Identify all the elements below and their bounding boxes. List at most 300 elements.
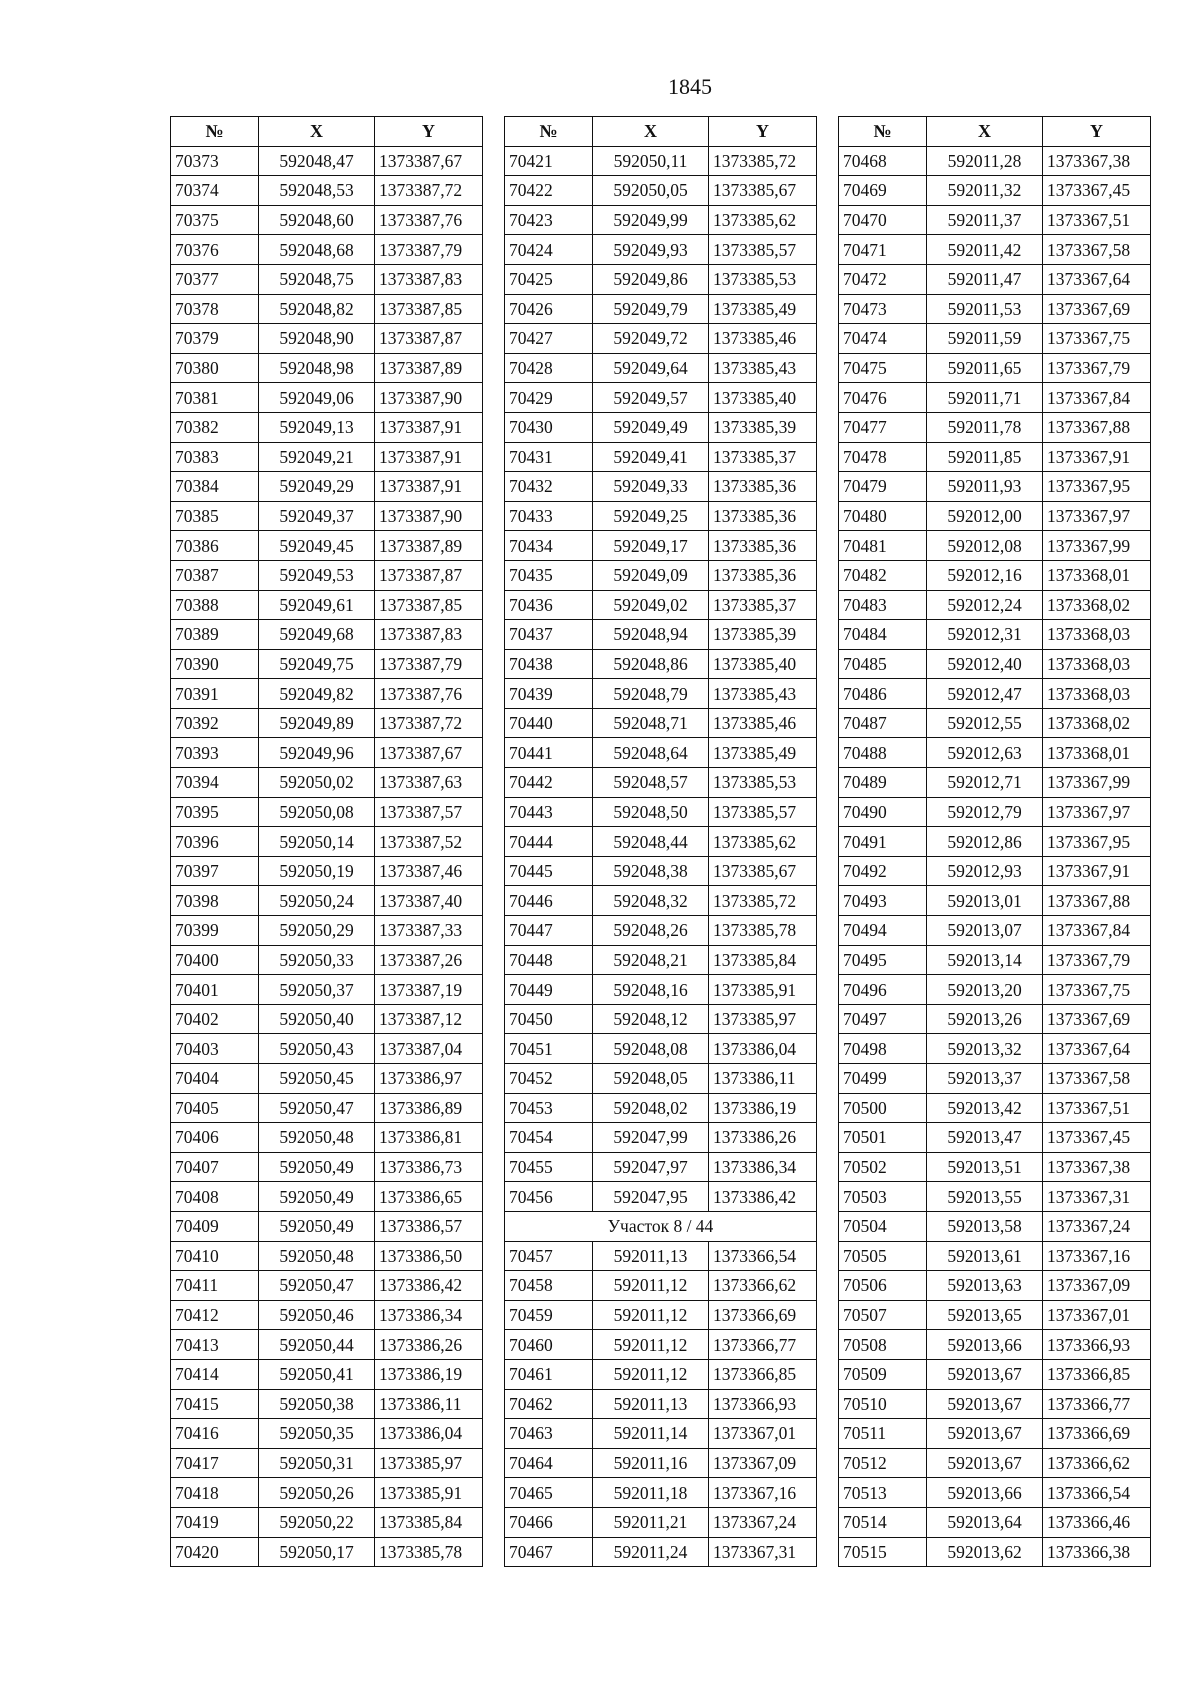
cell-y: 1373366,85	[709, 1359, 817, 1389]
cell-y: 1373366,69	[709, 1300, 817, 1330]
cell-y: 1373387,33	[375, 916, 483, 946]
table-row	[171, 1004, 483, 1034]
cell-number: 70380	[171, 353, 259, 383]
cell-number: 70475	[839, 353, 927, 383]
cell-y: 1373385,78	[709, 916, 817, 946]
cell-y: 1373368,03	[1043, 679, 1151, 709]
header-x: X	[927, 117, 1043, 147]
cell-number: 70375	[171, 205, 259, 235]
cell-x: 592050,49	[259, 1211, 375, 1241]
cell-y: 1373367,09	[709, 1448, 817, 1478]
cell-y: 1373366,93	[1043, 1330, 1151, 1360]
cell-y: 1373368,02	[1043, 590, 1151, 620]
cell-x: 592049,53	[259, 560, 375, 590]
cell-x: 592049,02	[593, 590, 709, 620]
cell-number: 70474	[839, 324, 927, 354]
cell-number: 70403	[171, 1034, 259, 1064]
cell-number: 70420	[171, 1537, 259, 1567]
cell-x: 592047,97	[593, 1152, 709, 1182]
page-number: 1845	[668, 74, 712, 99]
cell-x: 592011,37	[927, 205, 1043, 235]
table-row	[171, 1271, 483, 1301]
cell-x: 592050,49	[259, 1182, 375, 1212]
cell-x: 592011,32	[927, 176, 1043, 206]
table-row	[505, 1448, 817, 1478]
table-row	[505, 324, 817, 354]
cell-y: 1373367,69	[1043, 294, 1151, 324]
cell-number: 70465	[505, 1478, 593, 1508]
table-row	[839, 1211, 1151, 1241]
table-row	[505, 1241, 817, 1271]
cell-x: 592011,85	[927, 442, 1043, 472]
coordinates-table-3	[838, 116, 1151, 1567]
cell-y: 1373386,42	[375, 1271, 483, 1301]
table-row	[171, 856, 483, 886]
cell-y: 1373387,67	[375, 738, 483, 768]
table-row	[505, 1004, 817, 1034]
table-row	[171, 501, 483, 531]
cell-number: 70513	[839, 1478, 927, 1508]
table-row	[839, 945, 1151, 975]
table-row	[505, 768, 817, 798]
cell-x: 592048,32	[593, 886, 709, 916]
cell-y: 1373367,88	[1043, 886, 1151, 916]
table-row	[171, 1389, 483, 1419]
cell-number: 70386	[171, 531, 259, 561]
cell-number: 70503	[839, 1182, 927, 1212]
cell-number: 70433	[505, 501, 593, 531]
cell-x: 592050,14	[259, 827, 375, 857]
cell-x: 592049,13	[259, 412, 375, 442]
cell-y: 1373387,79	[375, 649, 483, 679]
cell-number: 70451	[505, 1034, 593, 1064]
cell-y: 1373385,46	[709, 324, 817, 354]
cell-number: 70471	[839, 235, 927, 265]
cell-x: 592012,24	[927, 590, 1043, 620]
cell-x: 592011,14	[593, 1419, 709, 1449]
cell-number: 70490	[839, 797, 927, 827]
cell-y: 1373366,46	[1043, 1507, 1151, 1537]
cell-number: 70440	[505, 708, 593, 738]
cell-y: 1373367,75	[1043, 324, 1151, 354]
cell-number: 70468	[839, 146, 927, 176]
cell-number: 70417	[171, 1448, 259, 1478]
table-row	[839, 1507, 1151, 1537]
cell-y: 1373385,57	[709, 235, 817, 265]
cell-x: 592050,08	[259, 797, 375, 827]
table-header-row	[839, 117, 1151, 147]
cell-y: 1373385,43	[709, 353, 817, 383]
cell-y: 1373386,97	[375, 1064, 483, 1094]
cell-number: 70505	[839, 1241, 927, 1271]
cell-x: 592049,61	[259, 590, 375, 620]
cell-y: 1373367,16	[709, 1478, 817, 1508]
table-row	[839, 1064, 1151, 1094]
cell-number: 70379	[171, 324, 259, 354]
table-row	[171, 1448, 483, 1478]
table-row	[505, 945, 817, 975]
table-row	[505, 797, 817, 827]
cell-number: 70430	[505, 412, 593, 442]
cell-number: 70478	[839, 442, 927, 472]
table-row	[171, 353, 483, 383]
cell-x: 592013,55	[927, 1182, 1043, 1212]
cell-number: 70488	[839, 738, 927, 768]
cell-number: 70511	[839, 1419, 927, 1449]
cell-x: 592050,11	[593, 146, 709, 176]
cell-x: 592050,37	[259, 975, 375, 1005]
table-row	[839, 1271, 1151, 1301]
cell-x: 592013,01	[927, 886, 1043, 916]
cell-y: 1373386,34	[375, 1300, 483, 1330]
cell-number: 70416	[171, 1419, 259, 1449]
table-row	[839, 975, 1151, 1005]
cell-number: 70418	[171, 1478, 259, 1508]
cell-x: 592013,42	[927, 1093, 1043, 1123]
table-row	[171, 1064, 483, 1094]
cell-number: 70414	[171, 1359, 259, 1389]
cell-y: 1373367,99	[1043, 531, 1151, 561]
table-row	[171, 1478, 483, 1508]
cell-number: 70480	[839, 501, 927, 531]
cell-y: 1373366,77	[709, 1330, 817, 1360]
cell-x: 592011,16	[593, 1448, 709, 1478]
cell-number: 70497	[839, 1004, 927, 1034]
cell-number: 70378	[171, 294, 259, 324]
table-row	[171, 412, 483, 442]
table-row	[505, 442, 817, 472]
cell-x: 592013,47	[927, 1123, 1043, 1153]
cell-x: 592013,63	[927, 1271, 1043, 1301]
cell-y: 1373367,97	[1043, 501, 1151, 531]
cell-y: 1373367,38	[1043, 1152, 1151, 1182]
cell-x: 592050,17	[259, 1537, 375, 1567]
cell-number: 70389	[171, 620, 259, 650]
cell-number: 70494	[839, 916, 927, 946]
cell-number: 70461	[505, 1359, 593, 1389]
cell-x: 592012,40	[927, 649, 1043, 679]
table-row	[171, 235, 483, 265]
cell-y: 1373385,46	[709, 708, 817, 738]
cell-x: 592048,21	[593, 945, 709, 975]
table-body	[839, 146, 1151, 1567]
table-row	[505, 620, 817, 650]
table-row	[505, 176, 817, 206]
cell-y: 1373386,65	[375, 1182, 483, 1212]
cell-number: 70407	[171, 1152, 259, 1182]
cell-y: 1373366,38	[1043, 1537, 1151, 1567]
cell-number: 70401	[171, 975, 259, 1005]
cell-number: 70394	[171, 768, 259, 798]
cell-y: 1373367,99	[1043, 768, 1151, 798]
cell-number: 70413	[171, 1330, 259, 1360]
cell-x: 592012,86	[927, 827, 1043, 857]
cell-x: 592050,24	[259, 886, 375, 916]
table-row	[171, 768, 483, 798]
cell-y: 1373367,79	[1043, 945, 1151, 975]
table-row	[839, 590, 1151, 620]
cell-number: 70424	[505, 235, 593, 265]
table-row	[171, 1152, 483, 1182]
cell-number: 70504	[839, 1211, 927, 1241]
cell-x: 592048,98	[259, 353, 375, 383]
cell-y: 1373387,89	[375, 531, 483, 561]
cell-number: 70400	[171, 945, 259, 975]
table-row	[839, 738, 1151, 768]
cell-x: 592049,96	[259, 738, 375, 768]
cell-number: 70467	[505, 1537, 593, 1567]
cell-x: 592011,71	[927, 383, 1043, 413]
cell-y: 1373367,24	[1043, 1211, 1151, 1241]
table-row	[505, 856, 817, 886]
cell-x: 592013,32	[927, 1034, 1043, 1064]
cell-number: 70489	[839, 768, 927, 798]
cell-x: 592012,47	[927, 679, 1043, 709]
cell-number: 70457	[505, 1241, 593, 1271]
header-x: X	[593, 117, 709, 147]
cell-number: 70487	[839, 708, 927, 738]
cell-y: 1373367,58	[1043, 1064, 1151, 1094]
cell-y: 1373387,91	[375, 442, 483, 472]
cell-y: 1373387,91	[375, 412, 483, 442]
cell-x: 592050,02	[259, 768, 375, 798]
cell-x: 592050,47	[259, 1093, 375, 1123]
cell-x: 592013,14	[927, 945, 1043, 975]
header-number: №	[839, 117, 927, 147]
cell-x: 592011,18	[593, 1478, 709, 1508]
table-row	[839, 412, 1151, 442]
cell-y: 1373385,97	[709, 1004, 817, 1034]
cell-number: 70453	[505, 1093, 593, 1123]
cell-y: 1373385,62	[709, 827, 817, 857]
cell-y: 1373386,42	[709, 1182, 817, 1212]
cell-y: 1373368,01	[1043, 560, 1151, 590]
cell-number: 70483	[839, 590, 927, 620]
table-row	[505, 264, 817, 294]
cell-number: 70388	[171, 590, 259, 620]
cell-y: 1373367,31	[1043, 1182, 1151, 1212]
cell-number: 70382	[171, 412, 259, 442]
cell-y: 1373387,87	[375, 560, 483, 590]
cell-y: 1373367,51	[1043, 205, 1151, 235]
table-row	[839, 1359, 1151, 1389]
table-row	[171, 294, 483, 324]
cell-number: 70405	[171, 1093, 259, 1123]
cell-number: 70464	[505, 1448, 593, 1478]
table-row	[839, 146, 1151, 176]
cell-x: 592050,19	[259, 856, 375, 886]
cell-number: 70479	[839, 472, 927, 502]
cell-y: 1373387,26	[375, 945, 483, 975]
table-row	[171, 1300, 483, 1330]
cell-number: 70441	[505, 738, 593, 768]
cell-y: 1373386,34	[709, 1152, 817, 1182]
cell-x: 592011,78	[927, 412, 1043, 442]
cell-number: 70438	[505, 649, 593, 679]
cell-x: 592049,89	[259, 708, 375, 738]
table-row	[505, 294, 817, 324]
cell-y: 1373367,24	[709, 1507, 817, 1537]
cell-y: 1373367,64	[1043, 1034, 1151, 1064]
cell-number: 70466	[505, 1507, 593, 1537]
table-row	[505, 146, 817, 176]
header-number: №	[171, 117, 259, 147]
cell-number: 70515	[839, 1537, 927, 1567]
cell-y: 1373368,01	[1043, 738, 1151, 768]
cell-y: 1373367,38	[1043, 146, 1151, 176]
cell-x: 592048,57	[593, 768, 709, 798]
table-row	[505, 1478, 817, 1508]
table-row	[171, 738, 483, 768]
cell-y: 1373387,89	[375, 353, 483, 383]
cell-number: 70477	[839, 412, 927, 442]
cell-x: 592011,24	[593, 1537, 709, 1567]
cell-x: 592012,08	[927, 531, 1043, 561]
cell-y: 1373366,85	[1043, 1359, 1151, 1389]
cell-y: 1373387,85	[375, 590, 483, 620]
cell-y: 1373367,16	[1043, 1241, 1151, 1271]
table-row	[505, 738, 817, 768]
table-row	[171, 1537, 483, 1567]
table-row	[839, 1448, 1151, 1478]
cell-y: 1373385,39	[709, 412, 817, 442]
cell-y: 1373385,67	[709, 176, 817, 206]
table-row	[839, 1004, 1151, 1034]
cell-y: 1373367,01	[1043, 1300, 1151, 1330]
cell-y: 1373386,26	[375, 1330, 483, 1360]
cell-x: 592013,62	[927, 1537, 1043, 1567]
cell-x: 592013,67	[927, 1448, 1043, 1478]
cell-number: 70422	[505, 176, 593, 206]
cell-x: 592048,79	[593, 679, 709, 709]
cell-number: 70500	[839, 1093, 927, 1123]
cell-x: 592049,86	[593, 264, 709, 294]
table-row	[839, 679, 1151, 709]
table-row	[839, 1537, 1151, 1567]
table-row	[839, 353, 1151, 383]
cell-number: 70373	[171, 146, 259, 176]
cell-x: 592013,66	[927, 1330, 1043, 1360]
cell-x: 592050,44	[259, 1330, 375, 1360]
table-row	[839, 442, 1151, 472]
table-row	[839, 768, 1151, 798]
cell-x: 592013,65	[927, 1300, 1043, 1330]
table-row	[505, 1507, 817, 1537]
cell-number: 70450	[505, 1004, 593, 1034]
cell-y: 1373387,90	[375, 383, 483, 413]
table-row	[839, 1241, 1151, 1271]
cell-y: 1373387,72	[375, 708, 483, 738]
table-row	[171, 146, 483, 176]
cell-y: 1373367,84	[1043, 383, 1151, 413]
table-row	[171, 205, 483, 235]
cell-y: 1373385,72	[709, 146, 817, 176]
cell-y: 1373367,45	[1043, 176, 1151, 206]
table-row	[839, 708, 1151, 738]
cell-y: 1373386,04	[375, 1419, 483, 1449]
table-row	[839, 856, 1151, 886]
table-row	[505, 1034, 817, 1064]
table-header-row	[171, 117, 483, 147]
cell-number: 70512	[839, 1448, 927, 1478]
cell-x: 592049,41	[593, 442, 709, 472]
cell-y: 1373385,49	[709, 738, 817, 768]
cell-y: 1373386,11	[709, 1064, 817, 1094]
cell-x: 592012,93	[927, 856, 1043, 886]
header-y: Y	[709, 117, 817, 147]
table-row	[505, 1064, 817, 1094]
cell-y: 1373385,36	[709, 531, 817, 561]
cell-number: 70390	[171, 649, 259, 679]
cell-x: 592049,25	[593, 501, 709, 531]
table-row	[839, 827, 1151, 857]
cell-number: 70509	[839, 1359, 927, 1389]
cell-y: 1373367,91	[1043, 442, 1151, 472]
cell-y: 1373385,53	[709, 264, 817, 294]
cell-number: 70426	[505, 294, 593, 324]
table-row	[839, 205, 1151, 235]
cell-number: 70508	[839, 1330, 927, 1360]
cell-x: 592050,26	[259, 1478, 375, 1508]
table-row	[171, 1093, 483, 1123]
section-label: Участок 8 / 44	[505, 1211, 817, 1241]
cell-number: 70432	[505, 472, 593, 502]
cell-number: 70481	[839, 531, 927, 561]
cell-y: 1373387,57	[375, 797, 483, 827]
cell-x: 592012,71	[927, 768, 1043, 798]
table-row	[839, 235, 1151, 265]
cell-number: 70425	[505, 264, 593, 294]
cell-y: 1373367,45	[1043, 1123, 1151, 1153]
cell-number: 70495	[839, 945, 927, 975]
cell-number: 70429	[505, 383, 593, 413]
cell-x: 592047,99	[593, 1123, 709, 1153]
cell-x: 592011,12	[593, 1330, 709, 1360]
cell-x: 592013,64	[927, 1507, 1043, 1537]
table-body	[505, 146, 817, 1567]
cell-y: 1373386,81	[375, 1123, 483, 1153]
header-y: Y	[1043, 117, 1151, 147]
cell-number: 70392	[171, 708, 259, 738]
cell-number: 70397	[171, 856, 259, 886]
cell-number: 70409	[171, 1211, 259, 1241]
cell-number: 70406	[171, 1123, 259, 1153]
cell-y: 1373366,77	[1043, 1389, 1151, 1419]
section-row	[505, 1211, 817, 1241]
cell-x: 592048,53	[259, 176, 375, 206]
cell-x: 592048,12	[593, 1004, 709, 1034]
cell-x: 592050,40	[259, 1004, 375, 1034]
cell-number: 70459	[505, 1300, 593, 1330]
table-row	[171, 531, 483, 561]
cell-x: 592012,31	[927, 620, 1043, 650]
cell-y: 1373385,40	[709, 383, 817, 413]
cell-number: 70423	[505, 205, 593, 235]
cell-x: 592050,43	[259, 1034, 375, 1064]
table-row	[839, 1300, 1151, 1330]
table-row	[171, 560, 483, 590]
cell-y: 1373367,09	[1043, 1271, 1151, 1301]
cell-x: 592011,12	[593, 1300, 709, 1330]
cell-number: 70387	[171, 560, 259, 590]
cell-number: 70499	[839, 1064, 927, 1094]
table-row	[505, 383, 817, 413]
cell-y: 1373385,37	[709, 442, 817, 472]
cell-number: 70472	[839, 264, 927, 294]
table-row	[839, 501, 1151, 531]
cell-number: 70419	[171, 1507, 259, 1537]
cell-number: 70439	[505, 679, 593, 709]
